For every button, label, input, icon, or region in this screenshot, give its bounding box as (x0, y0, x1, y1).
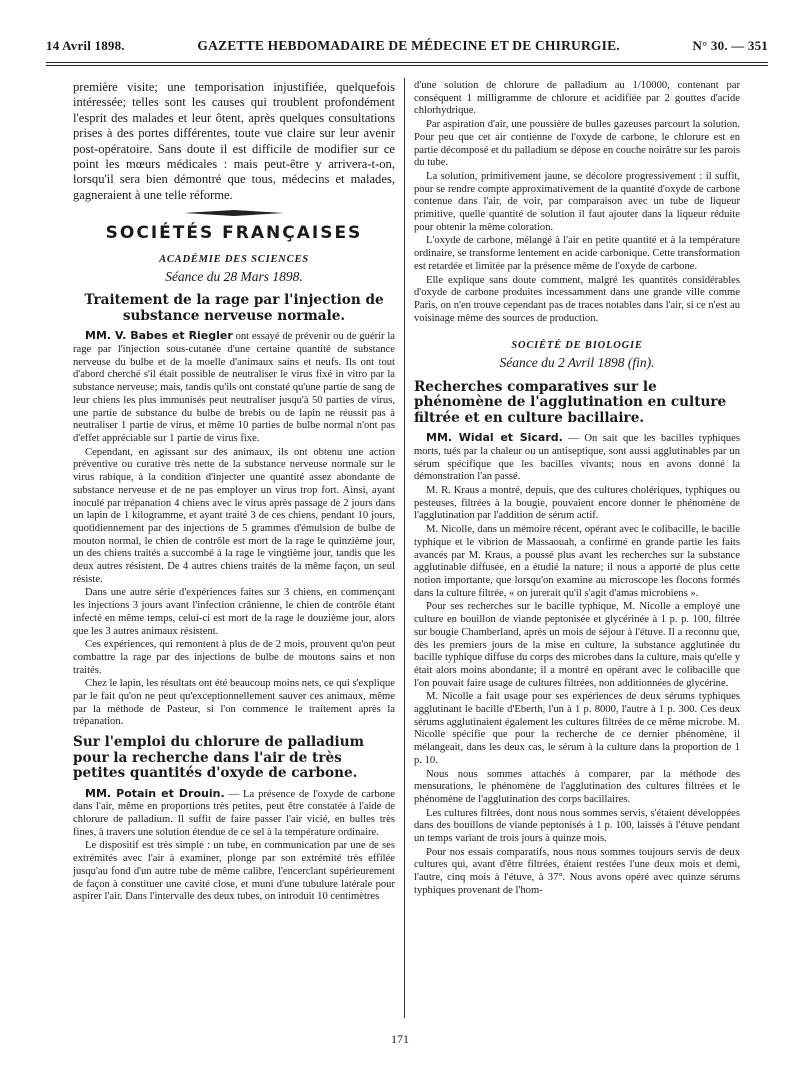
article-paragraph: M. R. Kraus a montré, depuis, que des cultures cholériques, typhiques ou pesteuses, filtrées à la bougie, pouvaient encore donner le phénomène de l'agglutination par l'addition de sérum actif. (414, 485, 740, 522)
article-paragraph: Les cultures filtrées, dont nous nous sommes servis, s'étaient développées dans des bouillons de viande peptonisés à 1 p. 100, laissés à l'étuve pendant un temps variant de trois jours à quinze mois. (414, 807, 740, 845)
article-authors: MM. Potain et Drouin. (85, 786, 225, 800)
society-heading: SOCIÉTÉ DE BIOLOGIE (511, 340, 643, 352)
article-paragraph: Chez le lapin, les résultats ont été beaucoup moins nets, ce qui s'explique par le fait qu'on ne peut qu'exceptionnellement sauver ces animaux, même par la méthode de Pasteur, si l'on commence le traitement après la trépanation. (73, 678, 395, 728)
article-paragraph: M. Nicolle a fait usage pour ses expériences de deux sérums typhiques agglutinant le bacille d'Eberth, l'un à 1 p. 8000, l'autre à 1 p. 300. Ces deux sérums agglutinaient également les cultures filtrées de ce même microbe. M. Nicolle spécifie que pour la recherche de ce dernier phénomène, il mélangeait, dans les deux cas, le sérum à la culture dans la proportion de 1 p. 10. (414, 691, 740, 766)
article-title-palladium: Sur l'emploi du chlorure de palladium pour la recherche dans l'air de très petites quantités d'oxyde de carbone. (73, 734, 364, 782)
journal-title: GAZETTE HEBDOMADAIRE DE MÉDECINE ET DE CHIRURGIE. (197, 38, 620, 53)
spacer (414, 326, 740, 340)
page-number: 171 (391, 1032, 409, 1046)
article-paragraph: MM. Potain et Drouin. — La présence de l'oxyde de carbone dans l'air, même en proportions très petites, peut être constatée à l'aide de chlorure de palladium. Il suffit de faire passer l'air vicié, en bulles très fines, à travers une solution étendue de ce sel à la température ordinaire. (73, 786, 396, 838)
intro-paragraph: première visite; une temporisation injustifiée, quelquefois intéressée; telles sont les causes qui troublent profondément l'esprit des malades et leur ôtent, après quelques consultations prises à des portes différentes, toute vue claire sur leur avenir post-opératoire. Sans doute il est difficile de modifier sur ce point les mœurs médicales : mais peut-être y arrivera-t-on, lorsqu'il sera bien démontré que tous, médecins et malades, gagneraient à une telle réforme. (73, 80, 395, 202)
article-authors: MM. V. Babes et Riegler (85, 329, 233, 343)
article-paragraph: MM. Widal et Sicard. — On sait que les bacilles typhiques morts, tués par la chaleur ou un antiseptique, sont aussi agglutinables par un sérum spécifique que les bacilles vivants; nous en avons donné la démonstration l'an passé. (414, 431, 741, 483)
article-paragraph: MM. V. Babes et Riegler ont essayé de prévenir ou de guérir la rage par l'injection sous-cutanée d'une certaine quantité de substance nerveuse du bulbe et de la moelle d'animaux sains et neufs. Ils ont tout d'abord cherché s'il était possible de neutraliser le virus fixé in vitro par la substance nerveuse; mais, tandis qu'ils ont constaté qu'une partie de sang de leur chiens les plus immunisés peut neutraliser jusqu'à 50 parties de virus, une partie de substance du bulbe de brebis ou de lapin ne réussit pas à neutraliser 1 partie de virus, et même 10 parties de bulbe normal n'ont pas d'effet appréciable sur 1 partie de virus fixe. (73, 329, 395, 444)
article-paragraph: L'oxyde de carbone, mélangé à l'air en petite quantité et à la température ordinaire, se transforme lentement en acide carbonique. Cette transformation est retardée et limitée par la présence même de l'oxyde de carbone. (414, 235, 740, 272)
article-paragraph: La solution, primitivement jaune, se décolore progressivement : il suffit, pour se rendre compte approximativement de la quantité d'oxyde de carbone contenue dans l'air, de voir, par comparaison avec un tube de liqueur primitive, quelle quantité de solution il faut ajouter dans la liqueur réduite pour obtenir la même coloration. (414, 170, 740, 233)
article-paragraph: Pour ses recherches sur le bacille typhique, M. Nicolle a employé une culture en bouillon de viande peptonisée et glycérinée à 1 p. p. 100, filtrée sur bougie Chamberland, après un mois de séjour à l'étuve. Il a reconnu que, dès les premiers jours de la mise en culture, la substance agglutinée du bacille typhique diffuse du corps des microbes dans la culture, mais qu'elle y était alors moins abondante; il a montré en opérant avec le colibacille que l'on pouvait faire usage de cultures filtrées, non additionnées de glycérine. (414, 601, 740, 689)
article-paragraph: Dans une autre série d'expériences faites sur 3 chiens, en commençant les injections 3 jours avant l'infection crânienne, le chien de contrôle étant infecté en même temps, celui-ci est mort de la rage le douzième jour, alors que les 3 autres animaux résistent. (73, 587, 395, 637)
article-title-agglutination: Recherches comparatives sur le phénomène de l'agglutination en culture filtrée et en culture bacillaire. (414, 378, 727, 426)
article-paragraph: Elle explique sans doute comment, malgré les quantités considérables d'oxyde de carbone produites incessamment dans une grande ville comme Paris, on n'en trouve cependant pas de traces notables dans l'air, si ce n'est au voisinage même des sources de production. (414, 274, 740, 324)
issue-number: N° 30. — 351 (692, 38, 768, 53)
article-title-rage: Traitement de la rage par l'injection de substance nerveuse normale. (84, 292, 384, 324)
academy-heading: ACADÉMIE DES SCIENCES (159, 253, 309, 265)
article-paragraph: Pour nos essais comparatifs, nous nous sommes toujours servis de deux cultures qui, avant d'être filtrées, étaient restées l'une deux mois et demi, l'autre, cinq mois à l'étuve, à 37°. Nous avons opéré avec quinze sérums typhiques provenant de l'hom- (414, 846, 740, 896)
article-paragraph: M. Nicolle, dans un mémoire récent, opérant avec le colibacille, le bacille typhique et le vibrion de Massaouah, a confirmé en grande partie les faits avancés par M. Kraus, a poussé plus avant les recherches sur la substance agglutinable diffusée, en a étudié la nature; il nous a apporté de plus cette notion importante, que lorsqu'on examine au microscope les flocons formés dans la culture filtrée, « on jurerait qu'il s'agit d'amas microbiens ». (414, 524, 740, 599)
header-date: 14 Avril 1898. (46, 38, 125, 53)
article-paragraph: Cependant, en agissant sur des animaux, ils ont obtenu une action préventive ou curative très nette de la substance nerveuse normale sur le virus rabique, à la condition d'injecter une quantité assez abondante de substance nerveuse et de ne pas employer un virus trop fort. Ainsi, ayant inoculé par trépanation 4 chiens avec le virus après passage de 2 jours dans un lapin de 1 kilogramme, et ayant traité 3 de ces chiens, pendant 10 jours, quotidiennement par des injections de 5 grammes d'émulsion de bulbe de mouton normal, le chien de contrôle est mort de la rage le quinzième jour, un des chiens traités a succombé à la rage le vingtième jour, tandis que les deux autres résistent. De 4 autres chiens traités de la même façon, un seul résiste. (73, 446, 395, 585)
seance-date: Séance du 2 Avril 1898 (fin). (499, 355, 655, 371)
article-paragraph: Ces expériences, qui remontent à plus de de 2 mois, prouvent qu'on peut combattre la rage par des injections de bulbe de moutons sains et non traités. (73, 639, 395, 676)
right-column (414, 80, 740, 899)
article-paragraph: Le dispositif est très simple : un tube, en communication par une de ses extrémités avec l'air à examiner, plonge par son extrémité très effilée jusqu'au fond d'un autre tube de même calibre, l'encerclant supérieurement de façon à constituer une cavité close, et muni d'une tubulure latérale pour aspirer l'air. Dans l'intervalle des deux tubes, on introduit 10 centimètres (73, 840, 395, 903)
column-divider (404, 78, 405, 1018)
section-title: SOCIÉTÉS FRANÇAISES (105, 223, 363, 244)
seance-date: Séance du 28 Mars 1898. (165, 268, 303, 284)
ornament-divider (73, 209, 395, 217)
article-paragraph: Par aspiration d'air, une poussière de bulles gazeuses parcourt la solution. Pour peu que cet air contienne de l'oxyde de carbone, le chlorure est en partie décomposé et du palladium se dépose en couche noirâtre sur les parois du tube. (414, 119, 740, 169)
article-authors: MM. Widal et Sicard. (426, 431, 563, 445)
left-column (73, 80, 395, 905)
article-paragraph: d'une solution de chlorure de palladium au 1/10000, contenant par conséquent 1 milligramme de chlorure et acidifiée par 2 gouttes d'acide chlorhydrique. (414, 80, 740, 117)
running-header (46, 38, 768, 60)
header-rule (46, 62, 768, 63)
article-paragraph: Nous nous sommes attachés à comparer, par la méthode des mensurations, le phénomène de l'agglutination des cultures filtrées et le phénomène de l'agglutination des corps bacillaires. (414, 768, 740, 805)
header-rule-2 (46, 65, 768, 66)
